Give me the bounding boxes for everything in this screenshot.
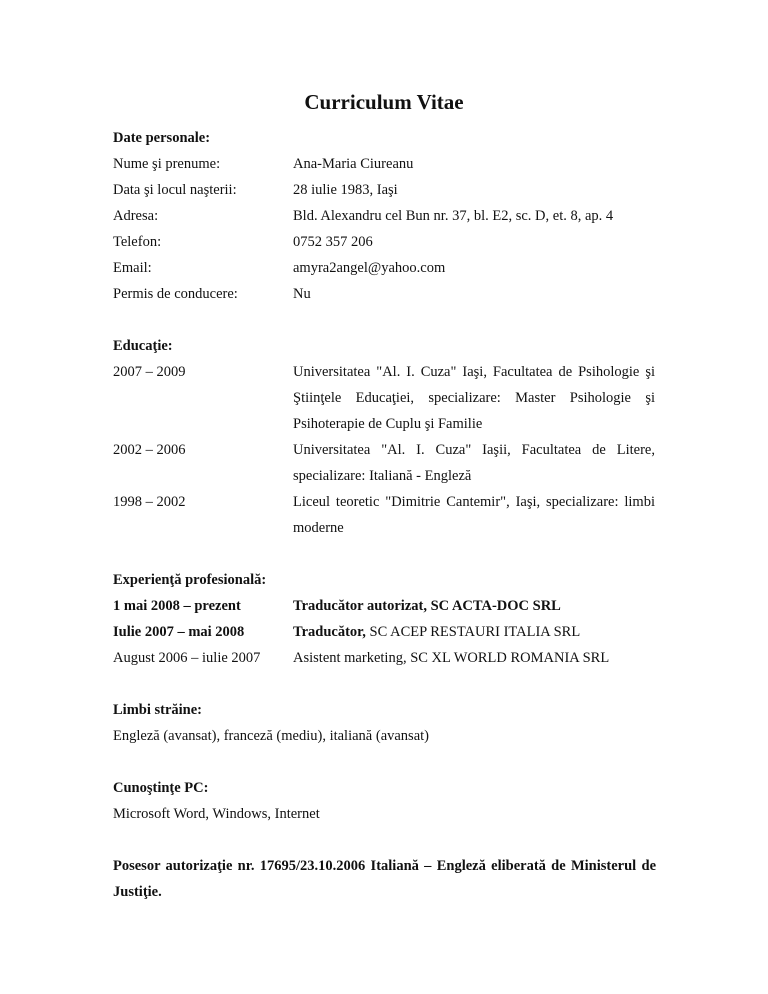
computer-heading: Cunoştinţe PC:: [113, 780, 209, 796]
experience-period-2: Iulie 2007 – mai 2008: [113, 624, 245, 640]
experience-period-1: 1 mai 2008 – prezent: [113, 598, 241, 614]
experience-text-1: [293, 593, 561, 619]
experience-role-2: Traducător,: [293, 624, 366, 640]
experience-text-3: [293, 645, 609, 671]
label-license: Permis de conducere:: [113, 286, 238, 302]
authorization-text: Posesor autorizaţie nr. 17695/23.10.2006 Italiană – Engleză eliberată de Ministerul de Justiţie.: [113, 858, 656, 900]
label-address: Adresa:: [113, 208, 159, 224]
label-email: Email:: [113, 260, 152, 276]
experience-period-3: August 2006 – iulie 2007: [113, 650, 261, 666]
label-phone: Telefon:: [113, 234, 162, 250]
education-text-2: Universitatea "Al. I. Cuza" Iaşii, Facultatea de Litere, specializare: Italiană - Engleză: [293, 442, 655, 484]
experience-company-2: SC ACEP RESTAURI ITALIA SRL: [365, 624, 581, 640]
education-heading: Educaţie:: [113, 338, 173, 354]
languages-heading: Limbi străine:: [113, 702, 203, 718]
value-birth: 28 iulie 1983, Iaşi: [293, 182, 398, 198]
languages-text: Engleză (avansat), franceză (mediu), italiană (avansat): [113, 728, 429, 744]
value-name: Ana-Maria Ciureanu: [293, 156, 414, 172]
computer-text: Microsoft Word, Windows, Internet: [113, 806, 320, 822]
experience-heading: Experienţă profesională:: [113, 572, 267, 588]
value-address: Bld. Alexandru cel Bun nr. 37, bl. E2, sc. D, et. 8, ap. 4: [293, 208, 614, 224]
education-text-1: Universitatea "Al. I. Cuza" Iaşi, Facultatea de Psihologie şi Ştiinţele Educaţiei, specializare: Master Psihologie şi Psihoterapie de Cuplu şi Familie: [293, 364, 655, 432]
education-period-2: 2002 – 2006: [113, 442, 186, 458]
value-phone: 0752 357 206: [293, 234, 373, 250]
education-period-3: 1998 – 2002: [113, 494, 186, 510]
education-period-1: 2007 – 2009: [113, 364, 186, 380]
document-title: Curriculum Vitae: [304, 90, 464, 114]
value-license: Nu: [293, 286, 311, 302]
experience-text-2: [293, 619, 580, 645]
value-email: amyra2angel@yahoo.com: [293, 260, 446, 276]
label-birth: Data şi locul naşterii:: [113, 182, 237, 198]
personal-heading: Date personale:: [113, 130, 211, 146]
label-name: Nume şi prenume:: [113, 156, 221, 172]
experience-role-1: Traducător autorizat, SC ACTA-DOC SRL: [293, 598, 561, 614]
education-text-3: Liceul teoretic "Dimitrie Cantemir", Iaşi, specializare: limbi moderne: [293, 494, 655, 536]
experience-company-3: Asistent marketing, SC XL WORLD ROMANIA SRL: [293, 650, 610, 666]
